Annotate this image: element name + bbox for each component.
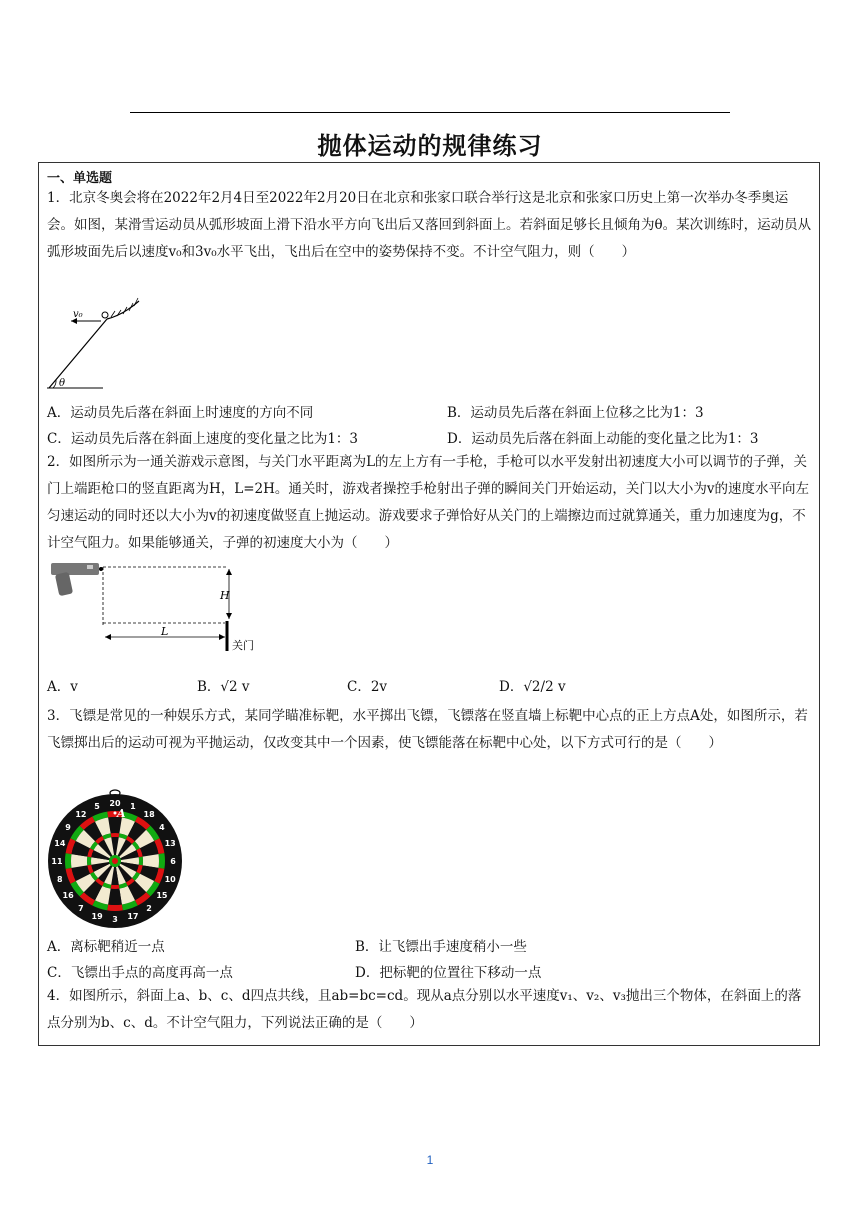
- q1-option-a[interactable]: A．运动员先后落在斜面上时速度的方向不同: [47, 405, 314, 421]
- dartboard-number: 5: [94, 801, 100, 811]
- q3-option-b[interactable]: B．让飞镖出手速度稍小一些: [355, 939, 527, 955]
- q1-option-b[interactable]: B．运动员先后落在斜面上位移之比为1：3: [447, 405, 704, 421]
- dartboard-figure: [43, 787, 187, 931]
- section-heading: 一、单选题: [47, 171, 113, 186]
- v0-label: v₀: [73, 309, 83, 320]
- q3-text: 3．飞镖是常见的一种娱乐方式，某同学瞄准标靶，水平掷出飞镖，飞镖落在竖直墙上标靶中心点的正上方点A处，如图所示，若飞镖掷出后的运动可视为平抛运动，仅改变其中一个因素，使飞镖能落在标靶中心处，以下方式可行的是（ ）: [47, 708, 808, 751]
- dartboard-number: 11: [51, 857, 63, 866]
- dartboard-number: 2: [146, 903, 152, 913]
- q3-option-c[interactable]: C．飞镖出手点的高度再高一点: [47, 965, 233, 981]
- gun-gate-figure: [49, 557, 269, 657]
- q3-option-a[interactable]: A．离标靶稍近一点: [47, 939, 165, 955]
- gun-icon: [51, 563, 103, 596]
- dartboard-number: 1: [130, 801, 136, 811]
- q2-option-a[interactable]: A．v: [47, 679, 78, 695]
- q2-option-b[interactable]: B．√2 v: [197, 679, 250, 695]
- dartboard-number: 18: [143, 810, 155, 820]
- question-box: [38, 162, 820, 1046]
- q3-option-d[interactable]: D．把标靶的位置往下移动一点: [355, 965, 542, 981]
- dartboard-number: 13: [164, 839, 176, 849]
- header-rule: [130, 112, 730, 113]
- dartboard-number: 7: [78, 903, 84, 913]
- L-label: L: [161, 625, 169, 638]
- ski-slope-figure: [43, 291, 153, 391]
- dartboard-number: 14: [54, 839, 66, 849]
- dartboard-number: 15: [156, 891, 168, 901]
- theta-label: θ: [59, 378, 66, 389]
- q2-text: 2．如图所示为一通关游戏示意图，与关门水平距离为L的左上方有一手枪，手枪可以水平发射出初速度大小可以调节的子弹，关门上端距枪口的竖直距离为H，L=2H。通关时，游戏者操控手枪射出子弹的瞬间关门开始运动，关门以大小为v的速度水平向左匀速运动的同时还以大小为v的初速度做竖直上抛运动。游戏要求子弹恰好从关门的上端擦边而过就算通关，重力加速度为g，不计空气阻力。如果能够通关，子弹的初速度大小为（ ）: [47, 454, 810, 551]
- H-label: H: [220, 589, 230, 602]
- page-title: 抛体运动的规律练习: [317, 132, 543, 160]
- dartboard-number: 19: [91, 912, 103, 922]
- page-number: 1: [426, 1153, 434, 1167]
- dartboard-number: 3: [112, 915, 118, 924]
- dartboard-number: 17: [127, 912, 139, 922]
- point-a-label: A: [117, 807, 126, 820]
- dartboard-number: 16: [62, 891, 74, 901]
- q1-option-c[interactable]: C．运动员先后落在斜面上速度的变化量之比为1：3: [47, 431, 359, 447]
- dartboard-number: 10: [164, 874, 176, 884]
- q4-text: 4．如图所示，斜面上a、b、c、d四点共线，且ab=bc=cd。现从a点分别以水平速度v₁、v₂、v₃抛出三个物体，在斜面上的落点分别为b、c、d。不计空气阻力，下列说法正确的是（ ）: [47, 988, 802, 1031]
- dartboard-number: 20: [109, 799, 121, 808]
- q2-option-c[interactable]: C．2v: [347, 679, 388, 695]
- dartboard-number: 8: [57, 874, 63, 884]
- dartboard-number: 6: [170, 857, 176, 866]
- bullseye: [112, 858, 118, 864]
- q1-text: 1．北京冬奥会将在2022年2月4日至2022年2月20日在北京和张家口联合举行这是北京和张家口历史上第一次举办冬季奥运会。如图，某滑雪运动员从弧形坡面上滑下沿水平方向飞出后又落回到斜面上。若斜面足够长且倾角为θ。某次训练时，运动员从弧形坡面先后以速度v₀和3v₀水平飞出，飞出后在空中的姿势保持不变。不计空气阻力，则（ ）: [47, 190, 812, 260]
- dartboard-number: 4: [159, 822, 165, 832]
- gate-label: 关门: [232, 639, 254, 652]
- dartboard-number: 9: [65, 822, 71, 832]
- q2-option-d[interactable]: D．√2/2 v: [499, 679, 566, 695]
- dartboard-number: 12: [75, 810, 87, 820]
- q1-option-d[interactable]: D．运动员先后落在斜面上动能的变化量之比为1：3: [447, 431, 759, 447]
